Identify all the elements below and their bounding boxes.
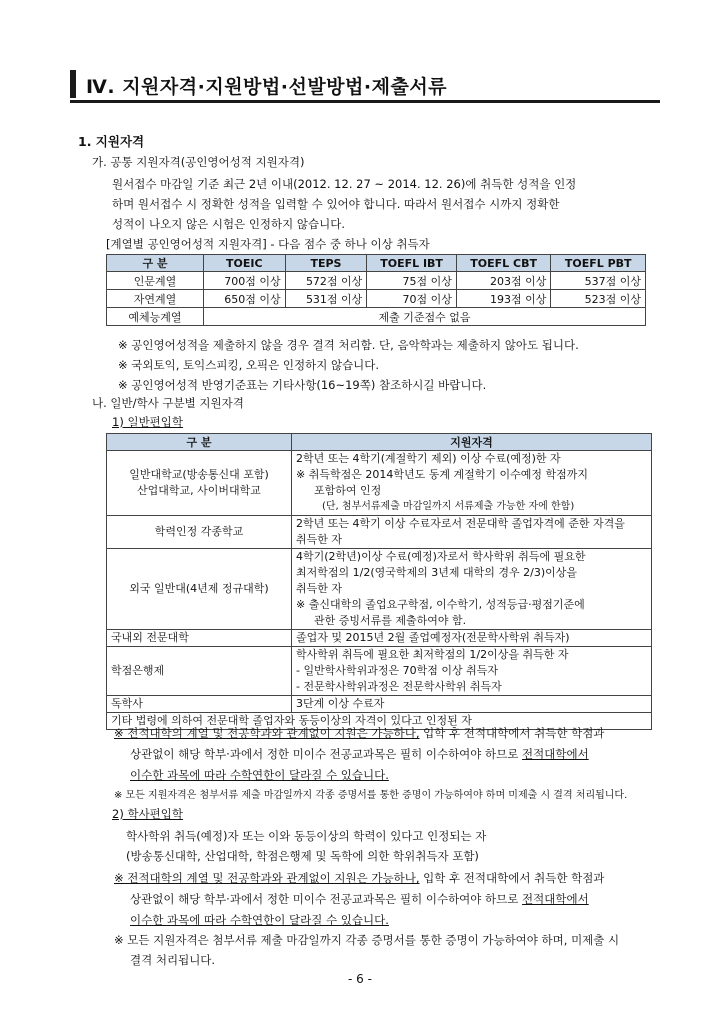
cell-line: 포함하여 인정 <box>314 484 382 497</box>
table-cell: 기타 법령에 의하여 전문대학 졸업자와 동등이상의 자격이 있다고 인정된 자 <box>107 713 652 730</box>
subsection-title: 2) 학사편입학 <box>112 807 184 821</box>
note-text: 상관없이 해당 학부·과에서 정한 미이수 전공교과목은 필히 이수하여야 하므로 <box>130 747 523 761</box>
page-title: Ⅳ. 지원자격·지원방법·선발방법·제출서류 <box>86 76 448 98</box>
table-cell: 75점 이상 <box>367 272 457 290</box>
table-row <box>107 272 646 290</box>
note-line <box>114 870 604 886</box>
table-cell <box>292 647 652 696</box>
column-header: TEPS <box>285 255 367 272</box>
underlined-text: 전적대학에서 <box>522 892 589 906</box>
table-row <box>107 516 652 549</box>
table-cell: 인문계열 <box>107 272 204 290</box>
column-header: 지원자격 <box>292 434 652 451</box>
table-cell: 졸업자 및 2015년 2월 졸업예정자(전문학사학위 취득자) <box>292 630 652 647</box>
section-heading: 1. 지원자격 <box>78 134 145 149</box>
cell-line: 관한 증빙서류를 제출하여야 함. <box>314 614 467 627</box>
table-cell <box>107 451 292 516</box>
table-cell: 독학사 <box>107 696 292 713</box>
note-text: 입학 후 전적대학에서 취득한 학점과 <box>419 871 605 885</box>
table-row <box>107 308 646 326</box>
cell-line: ※ 출신대학의 졸업요구학점, 이수학기, 성적등급·평점기준에 <box>296 598 585 611</box>
table-cell: 국내외 전문대학 <box>107 630 292 647</box>
note-text: 입학 후 전적대학에서 취득한 학점과 <box>419 726 605 740</box>
table-cell: 700점 이상 <box>204 272 286 290</box>
note-line <box>130 891 589 907</box>
note-line <box>130 767 389 783</box>
table-cell: 외국 일반대(4년제 정규대학) <box>107 549 292 630</box>
paragraph-line: 원서접수 마감일 기준 최근 2년 이내(2012. 12. 27 ~ 2014. 12. 26)에 취득한 성적을 인정 <box>112 177 577 191</box>
note-line: ※ 국외토익, 토익스피킹, 오픽은 인정하지 않습니다. <box>118 358 380 372</box>
paragraph-line: (방송통신대학, 산업대학, 학점은행제 및 독학에 의한 학위취득자 포함) <box>126 849 479 863</box>
table-cell: 650점 이상 <box>204 290 286 308</box>
column-header: TOEFL CBT <box>456 255 551 272</box>
subsection-heading <box>112 806 183 822</box>
paragraph-line: 성적이 나오지 않은 시험은 인정하지 않습니다. <box>112 217 346 231</box>
table-row <box>107 696 652 713</box>
underlined-text: ※ 전적대학의 계열 및 전공학과와 관계없이 지원은 가능하나, <box>114 871 420 885</box>
subsection-na: 나. 일반/학사 구분별 지원자격 <box>92 396 244 410</box>
qualification-table <box>106 433 652 730</box>
table-cell: 203점 이상 <box>456 272 551 290</box>
table-cell: 572점 이상 <box>285 272 367 290</box>
column-header: TOEFL IBT <box>367 255 457 272</box>
note-text: 상관없이 해당 학부·과에서 정한 미이수 전공교과목은 필히 이수하여야 하므로 <box>130 892 523 906</box>
table-cell <box>292 516 652 549</box>
table-row <box>107 451 652 516</box>
note-line: 결격 처리됩니다. <box>130 953 216 967</box>
table-cell: 70점 이상 <box>367 290 457 308</box>
note-line: ※ 모든 지원자격은 첨부서류 제출 마감일까지 각종 증명서를 통한 증명이 가능하여야 하며 미제출 시 결격 처리됩니다. <box>114 790 628 801</box>
table-cell: 학점은행제 <box>107 647 292 696</box>
paragraph-line: 하며 원서접수 시 정확한 성적을 입력할 수 있어야 합니다. 따라서 원서접수 시까지 정확한 <box>112 197 560 211</box>
table-row <box>107 549 652 630</box>
table-caption: [계열별 공인영어성적 지원자격] - 다음 점수 중 하나 이상 취득자 <box>106 237 430 251</box>
cell-line: 학사학위 취득에 필요한 최저학점의 1/2이상을 취득한 자 <box>296 648 569 661</box>
table-cell: 3단계 이상 수료자 <box>292 696 652 713</box>
note-line <box>114 725 604 741</box>
table-cell: 523점 이상 <box>551 290 646 308</box>
table-cell: 자연계열 <box>107 290 204 308</box>
table-cell: 193점 이상 <box>456 290 551 308</box>
column-header: TOEFL PBT <box>551 255 646 272</box>
cell-line: 취득한 자 <box>296 533 343 546</box>
table-cell: 예체능계열 <box>107 308 204 326</box>
subsection-ga: 가. 공통 지원자격(공인영어성적 지원자격) <box>92 155 305 169</box>
cell-line: ※ 취득학점은 2014학년도 동계 계절학기 이수예정 학점까지 <box>296 468 588 481</box>
cell-line: 2학년 또는 4학기(계절학기 제외) 이상 수료(예정)한 자 <box>296 452 561 465</box>
cell-line: 4학기(2학년)이상 수료(예정)자로서 학사학위 취득에 필요한 <box>296 550 586 563</box>
cell-line: (단, 첨부서류제출 마감일까지 서류제출 가능한 자에 한함) <box>322 501 575 512</box>
table-header-row <box>107 434 652 451</box>
table-cell <box>292 451 652 516</box>
title-underline <box>70 100 660 103</box>
note-line <box>130 912 389 928</box>
table-row <box>107 647 652 696</box>
table-cell: 537점 이상 <box>551 272 646 290</box>
note-line: ※ 공인영어성적을 제출하지 않을 경우 결격 처리함. 단, 음악학과는 제출하지 않아도 됩니다. <box>118 338 579 352</box>
table-header-row <box>107 255 646 272</box>
cell-line: 2학년 또는 4학기 이상 수료자로서 전문대학 졸업자격에 준한 자격을 <box>296 517 625 530</box>
row-label: 산업대학교, 사이버대학교 <box>137 484 261 497</box>
table-cell: 제출 기준점수 없음 <box>204 308 646 326</box>
cell-line: - 전문학사학위과정은 전문학사학위 취득자 <box>296 680 502 693</box>
column-header: 구 분 <box>107 434 292 451</box>
english-score-table <box>106 254 646 326</box>
page-number: - 6 - <box>348 972 372 986</box>
table-cell: 학력인정 각종학교 <box>107 516 292 549</box>
underlined-text: 이수한 과목에 따라 수학연한이 달라질 수 있습니다. <box>130 913 389 927</box>
table-cell <box>292 549 652 630</box>
table-row <box>107 630 652 647</box>
underlined-text: 이수한 과목에 따라 수학연한이 달라질 수 있습니다. <box>130 768 389 782</box>
subsection-heading <box>112 414 183 430</box>
row-label: 일반대학교(방송통신대 포함) <box>129 468 269 481</box>
cell-line: 최저학점의 1/2(영국학제의 3년제 대학의 경우 2/3)이상을 <box>296 566 577 579</box>
title-accent-bar <box>70 70 76 98</box>
table-row <box>107 290 646 308</box>
paragraph-line: 학사학위 취득(예정)자 또는 이와 동등이상의 학력이 있다고 인정되는 자 <box>126 829 487 843</box>
underlined-text: 전적대학에서 <box>522 747 589 761</box>
subsection-title: 1) 일반편입학 <box>112 415 184 429</box>
table-cell: 531점 이상 <box>285 290 367 308</box>
note-line: ※ 모든 지원자격은 첨부서류 제출 마감일까지 각종 증명서를 통한 증명이 가능하여야 하며, 미제출 시 <box>114 933 620 947</box>
note-line: ※ 공인영어성적 반영기준표는 기타사항(16~19쪽) 참조하시길 바랍니다. <box>118 378 487 392</box>
cell-line: 취득한 자 <box>296 582 343 595</box>
note-line <box>130 746 589 762</box>
underlined-text: ※ 전적대학의 계열 및 전공학과와 관계없이 지원은 가능하나, <box>114 726 420 740</box>
column-header: TOEIC <box>204 255 286 272</box>
column-header: 구 분 <box>107 255 204 272</box>
cell-line: - 일반학사학위과정은 70학점 이상 취득자 <box>296 664 498 677</box>
